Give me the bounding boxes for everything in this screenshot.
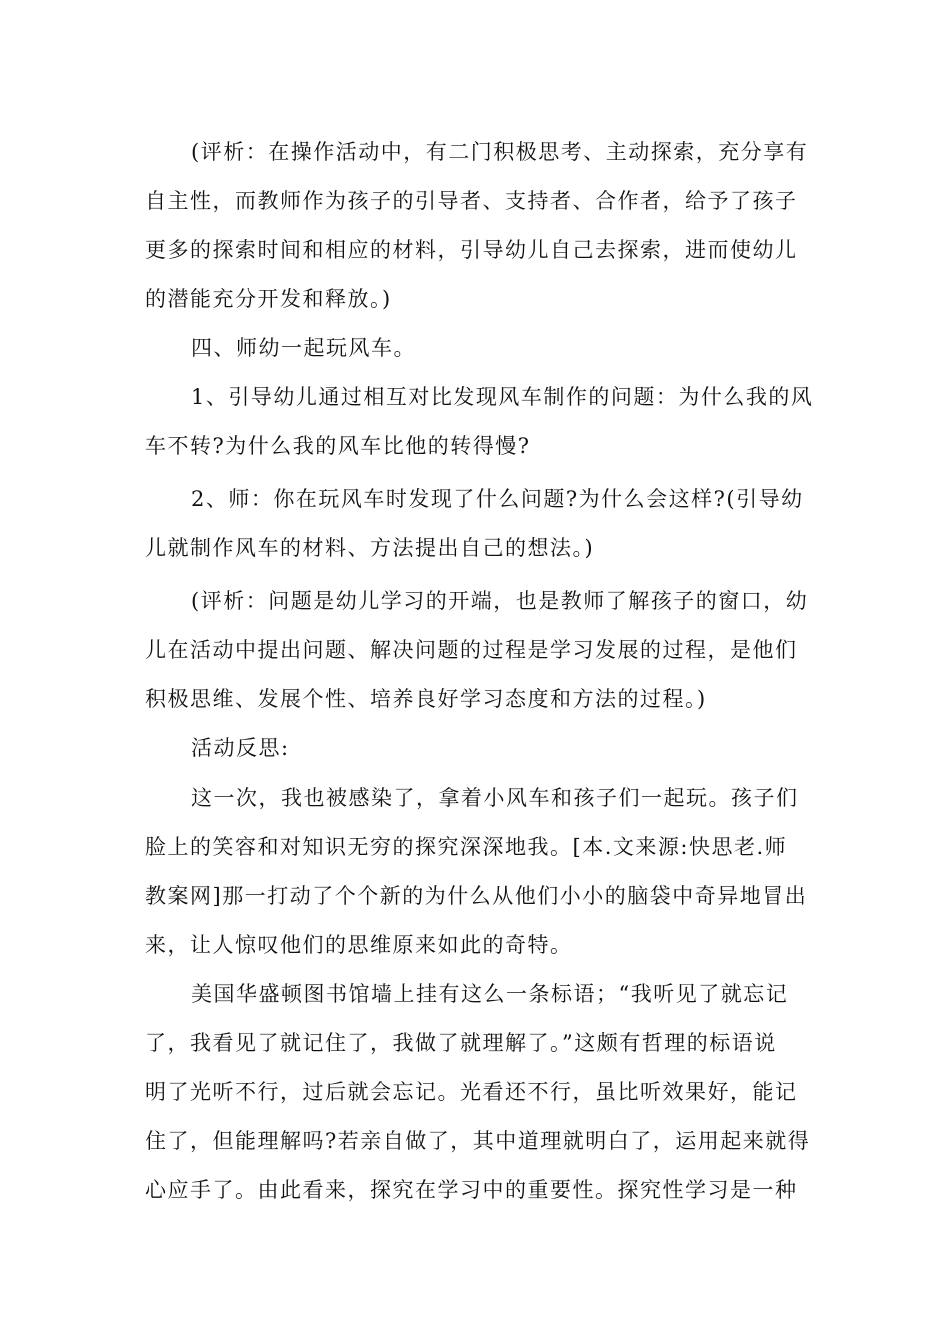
text-line: 积极思维、发展个性、培养良好学习态度和方法的过程。) (145, 687, 707, 711)
text-line: 儿就制作风车的材料、方法提出自己的想法。) (145, 536, 595, 560)
paragraph-reflection-2 (145, 970, 810, 1215)
paragraph-commentary-1 (145, 128, 810, 324)
text-line: 儿在活动中提出问题、解决问题的过程是学习发展的过程，是他们 (145, 638, 798, 662)
text-line: 活动反思: (191, 736, 290, 760)
text-line: 脸上的笑容和对知识无穷的探究深深地我。[本.文来源:快思老.师 (145, 835, 788, 859)
text-line: 住了，但能理解吗?若亲自做了，其中道理就明白了，运用起来就得 (145, 1129, 811, 1153)
paragraph-reflection-1 (145, 774, 810, 970)
text-line: 心应手了。由此看来，探究在学习中的重要性。探究性学习是一种 (145, 1178, 798, 1202)
text-line: (评析：在操作活动中，有二门积极思考、主动探索，充分享有 (191, 140, 809, 164)
text-line: 四、师幼一起玩风车。 (191, 336, 416, 360)
text-line: (评析：问题是幼儿学习的开端，也是教师了解孩子的窗口，幼 (191, 589, 809, 613)
text-line: 美国华盛顿图书馆墙上挂有这么一条标语；“我听见了就忘记 (191, 982, 789, 1006)
text-line: 明了光听不行，过后就会忘记。光看还不行，虽比听效果好，能记 (145, 1080, 798, 1104)
text-line: 更多的探索时间和相应的材料，引导幼儿自己去探索，进而使幼儿 (145, 238, 798, 262)
paragraph-commentary-2 (145, 577, 810, 724)
text-line: 车不转?为什么我的风车比他的转得慢? (145, 434, 531, 458)
text-line: 教案网]那一打动了个个新的为什么从他们小小的脑袋中奇异地冒出 (145, 884, 808, 908)
text-line: 自主性，而教师作为孩子的引导者、支持者、合作者，给予了孩子 (145, 189, 798, 213)
text-line: 这一次，我也被感染了，拿着小风车和孩子们一起玩。孩子们 (191, 786, 799, 810)
paragraph-section-heading (145, 324, 810, 373)
text-line: 1、引导幼儿通过相互对比发现风车制作的问题：为什么我的风 (191, 385, 814, 409)
text-line: 了，我看见了就记住了，我做了就理解了。”这颇有哲理的标语说 (145, 1031, 777, 1055)
text-line: 的潜能充分开发和释放。) (145, 287, 392, 311)
paragraph-step-1 (145, 373, 814, 471)
text-line: 来，让人惊叹他们的思维原来如此的奇特。 (145, 933, 573, 957)
paragraph-reflection-heading (145, 724, 810, 773)
text-line: 2、师：你在玩风车时发现了什么问题?为什么会这样?(引导幼 (191, 487, 804, 511)
paragraph-step-2 (145, 475, 810, 573)
